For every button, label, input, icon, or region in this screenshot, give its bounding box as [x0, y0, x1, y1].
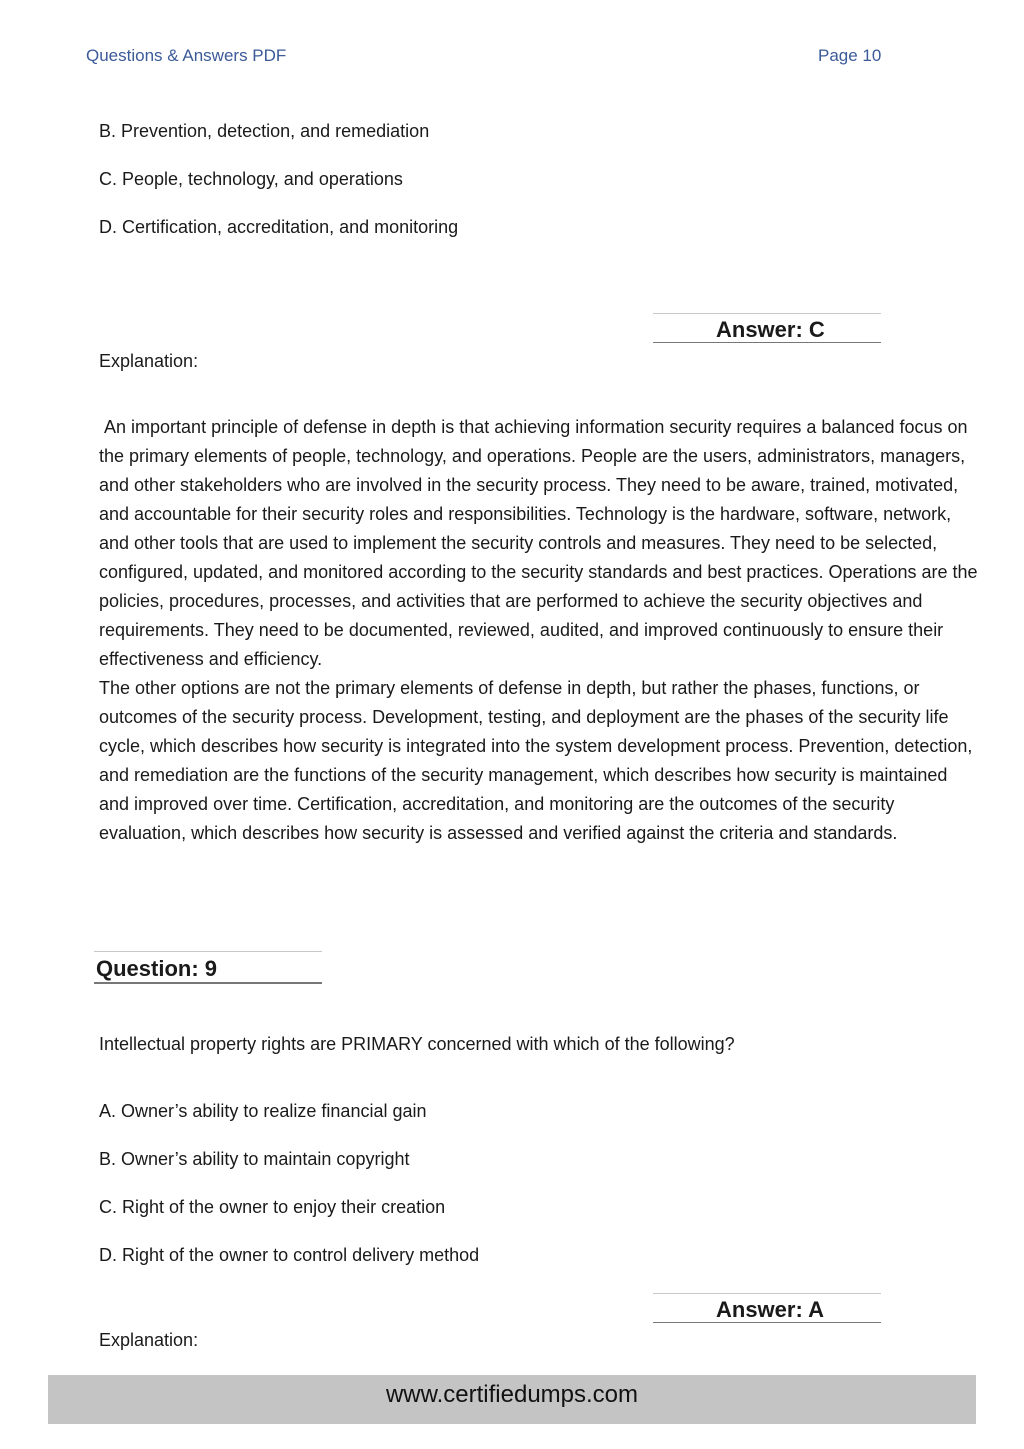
- answer-box: [653, 1293, 881, 1323]
- explanation-label: Explanation:: [99, 1330, 199, 1350]
- answer-label: Answer: C: [716, 317, 825, 342]
- explanation-paragraph-1: An important principle of defense in depth is that achieving information security requires a balanced focus on the primary elements of people, technology, and operations. People are the users, administrators, managers, and other stakeholders who are involved in the security process. They need to be aware, trained, motivated, and accountable for their security roles and responsibilities. Technology is the hardware, software, network, and other tools that are used to implement the security controls and measures. They need to be selected, configured, updated, and monitored according to the security standards and best practices. Operations are the policies, procedures, processes, and activities that are performed to achieve the security objectives and requirements. They need to be documented, reviewed, audited, and improved continuously to ensure their effectiveness and efficiency.: [99, 417, 983, 669]
- option-c: C. People, technology, and operations: [99, 169, 403, 189]
- footer-banner: [48, 1375, 976, 1424]
- option-d: D. Certification, accreditation, and monitoring: [99, 217, 459, 237]
- explanation-label: Explanation:: [99, 351, 199, 371]
- explanation-body: [99, 413, 983, 848]
- question-heading-box: [94, 951, 322, 984]
- question-text: Intellectual property rights are PRIMARY concerned with which of the following?: [99, 1034, 735, 1054]
- option-a: A. Owner’s ability to realize financial gain: [99, 1101, 427, 1121]
- header-title: Questions & Answers PDF: [86, 46, 287, 65]
- option-b: B. Prevention, detection, and remediation: [99, 121, 430, 141]
- footer-url[interactable]: www.certifiedumps.com: [385, 1381, 639, 1408]
- page-number: Page 10: [818, 46, 882, 65]
- question-title: Question: 9: [96, 956, 218, 981]
- answer-label: Answer: A: [716, 1297, 824, 1322]
- option-c: C. Right of the owner to enjoy their creation: [99, 1197, 446, 1217]
- answer-box: [653, 313, 881, 343]
- explanation-paragraph-2: The other options are not the primary elements of defense in depth, but rather the phases, functions, or outcomes of the security process. Development, testing, and deployment are the phases of the security life cycle, which describes how security is integrated into the system development process. Prevention, detection, and remediation are the functions of the security management, which describes how security is maintained and improved over time. Certification, accreditation, and monitoring are the outcomes of the security evaluation, which describes how security is assessed and verified against the criteria and standards.: [99, 678, 973, 843]
- option-d: D. Right of the owner to control delivery method: [99, 1245, 480, 1265]
- option-b: B. Owner’s ability to maintain copyright: [99, 1149, 410, 1169]
